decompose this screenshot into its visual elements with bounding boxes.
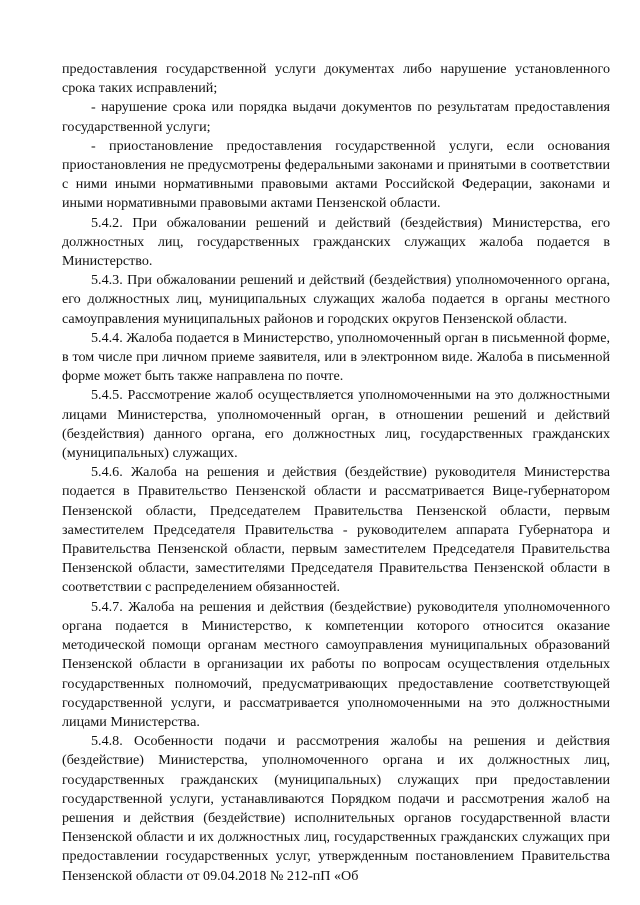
paragraph-5-4-5: 5.4.5. Рассмотрение жалоб осуществляется уполномоченными на это должностными лицами Министерства, уполномоченный орган, в отношении решений и действий (бездействия) данного органа, его должностных лиц, государственных гражданских (муниципальных) служащих. xyxy=(62,387,610,462)
document-page xyxy=(62,60,610,886)
paragraph-1: предоставления государственной услуги документах либо нарушение установленного срока таких исправлений; xyxy=(62,61,610,97)
paragraph-5-4-4: 5.4.4. Жалоба подается в Министерство, уполномоченный орган в письменной форме, в том числе при личном приеме заявителя, или в электронном виде. Жалоба в письменной форме может быть также направлена по почте. xyxy=(62,329,610,385)
paragraph-5-4-3: 5.4.3. При обжаловании решений и действий (бездействия) уполномоченного органа, его должностных лиц, муниципальных служащих жалоба подается в органы местного самоуправления муниципальных районов и городских округов Пензенской области. xyxy=(62,272,610,327)
paragraph-5-4-7: 5.4.7. Жалоба на решения и действия (бездействие) руководителя уполномоченного органа подается в Министерство, к компетенции которого относится оказание методической помощи органам местного самоуправления муниципальных образований Пензенской области в организации их работы по вопросам осуществления отдельных государственных полномочий, предусматривающих предоставление соответствующей государственной услуги, и рассматривается уполномоченными на это должностными лицами Министерства. xyxy=(62,598,610,730)
paragraph-5-4-2: 5.4.2. При обжаловании решений и действий (бездействия) Министерства, его должностных лиц, государственных гражданских служащих жалоба подается в Министерство. xyxy=(62,214,610,270)
paragraph-3: - приостановление предоставления государственной услуги, если основания приостановления не предусмотрены федеральными законами и принятыми в соответствии с ними иными нормативными правовыми актами Российской Федерации, законами и иными нормативными правовыми актами Пензенской области. xyxy=(62,137,610,212)
paragraph-5-4-8: 5.4.8. Особенности подачи и рассмотрения жалобы на решения и действия (бездействие) Министерства, уполномоченного органа и их должностных лиц, государственных гражданских (муниципальных) служащих при предоставлении государственной услуги, устанавливаются Порядком подачи и рассмотрения жалоб на решения и действия (бездействие) исполнительных органов государственной власти Пензенской области и их должностных лиц, государственных гражданских служащих при предоставлении государственных услуг, утвержденным постановлением Правительства Пензенской области от 09.04.2018 № 212-пП «Об xyxy=(62,733,610,884)
paragraph-5-4-6: 5.4.6. Жалоба на решения и действия (бездействие) руководителя Министерства подается в Правительство Пензенской области и рассматривается Вице-губернатором Пензенской области, Председателем Правительства Пензенской области, первым заместителем Председателя Правительства - руководителем аппарата Губернатора и Правительства Пензенской области, первым заместителем Председателя Правительства Пензенской области, заместителями Председателя Правительства Пензенской области в соответствии с распределением обязанностей. xyxy=(62,464,610,596)
paragraph-2: - нарушение срока или порядка выдачи документов по результатам предоставления государственной услуги; xyxy=(62,99,610,135)
